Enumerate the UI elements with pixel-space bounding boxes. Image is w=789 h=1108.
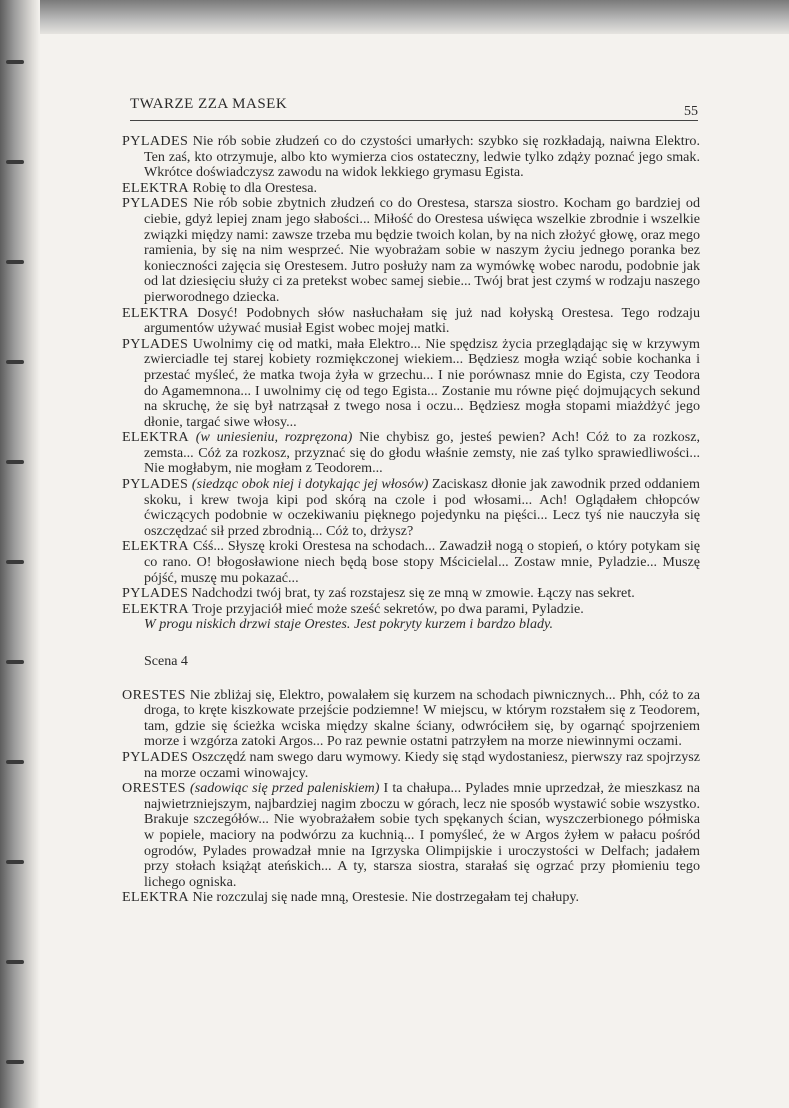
stage-direction-inline: (sadowiąc się przed paleniskiem) xyxy=(190,780,380,797)
speaker-name: ELEKTRA xyxy=(122,600,189,617)
speaker-name: ORESTES xyxy=(122,686,186,703)
speech-text: Nadchodzi twój brat, ty zaś rozstajesz się ze mną w zmowie. Łączy nas sekret. xyxy=(188,585,635,602)
page-body xyxy=(122,134,700,906)
page-number: 55 xyxy=(684,104,698,119)
speaker-name: PYLADES xyxy=(122,476,189,493)
speech xyxy=(122,688,700,750)
binding-coil xyxy=(6,860,24,864)
speaker-name: ELEKTRA xyxy=(122,304,189,321)
speaker-name: ORESTES xyxy=(122,780,186,797)
speech-text: Zaciskasz dłonie jak zawodnik przed oddaniem skoku, i krew twoja kipi pod skórą na czole i pod włosami... Ach! Oglądałem chłopców ćwiczących podobnie w oczekiwaniu pięknego pojedynku na pięści... Lecz tyś nie nauczyła się oszczędzać sił przed zbrodnią... Cóż to, drżysz? xyxy=(144,476,700,539)
speech-text: Oszczędź nam swego daru wymowy. Kiedy się stąd wydostaniesz, pierwszy raz spojrzysz na morze oczami winowajcy. xyxy=(144,748,700,781)
binding-coil xyxy=(6,760,24,764)
speech xyxy=(122,602,700,618)
binding-coil xyxy=(6,660,24,664)
binding-coil xyxy=(6,60,24,64)
speech xyxy=(122,781,700,890)
speaker-name: ELEKTRA xyxy=(122,179,189,196)
speech-text: Uwolnimy cię od matki, mała Elektro... Nie spędzisz życia przeglądając się w krzywym zwierciadle tej starej kobiety rozmiękczonej wiekiem... Będziesz mogła wziąć sobie kochanka i przestać myśleć, że matka twoja żyła w grzechu... I nie porównasz mnie do Egista, czy Teodora do Agamemnona... I uwolnimy cię od tego Egista... Zostanie mu równe pięć dojmujących sekund na skruchę, że się był natrząsał z twego nosa i oczu... Będziesz mogła stopami miażdżyć jego dłonie, targać siwe włosy... xyxy=(144,335,700,430)
speech xyxy=(122,181,700,197)
binding-coil xyxy=(6,1060,24,1064)
scan-shadow-top xyxy=(0,0,789,34)
speaker-name: ELEKTRA xyxy=(122,429,189,446)
speech-text: Nie zbliżaj się, Elektro, powalałem się kurzem na schodach piwnicznych... Phh, cóż to za droga, to kręte kiszkowate przejście podziemne! W miejscu, w którym rozstałem się z Teodorem, tam, gdzie się ścieżka wciska między skalne ściany, odwróciłem się, by ogarnąć spojrzeniem morze i wzgórza zatoki Argos... Po raz pewnie ostatni patrzyłem na morze niewinnymi oczami. xyxy=(144,686,700,750)
binding-coil xyxy=(6,560,24,564)
stage-direction-inline: (siedząc obok niej i dotykając jej włosów) xyxy=(191,476,429,493)
binding-spine xyxy=(0,0,40,1108)
speech xyxy=(122,750,700,781)
speech xyxy=(122,890,700,906)
speech xyxy=(122,586,700,602)
binding-coil xyxy=(6,360,24,364)
speaker-name: ELEKTRA xyxy=(122,538,189,555)
page-header xyxy=(130,96,698,122)
binding-coil xyxy=(6,460,24,464)
scene-title: Scena 4 xyxy=(144,654,188,669)
stage-direction-inline: (w uniesieniu, rozpręzona) xyxy=(195,429,353,446)
speaker-name: PYLADES xyxy=(122,335,189,352)
speech-text: Dosyć! Podobnych słów nasłuchałam się już nad kołyską Orestesa. Tego rodzaju argumentów używać musiał Egist wobec mojej matki. xyxy=(144,304,700,337)
dialogue-block xyxy=(122,688,700,906)
speech-text: Troje przyjaciół mieć może sześć sekretów, po dwa parami, Pyladzie. xyxy=(189,600,584,617)
speech xyxy=(122,430,700,477)
binding-coil xyxy=(6,960,24,964)
speech-text: Robię to dla Orestesa. xyxy=(189,179,317,196)
speaker-name: PYLADES xyxy=(122,748,189,765)
speech-text: Nie rozczulaj się nade mną, Orestesie. Nie dostrzegałam tej chałupy. xyxy=(189,889,580,906)
speech-text: Nie rób sobie złudzeń co do czystości umarłych: szybko się rozkładają, naiwna Elektro. Ten zaś, kto otrzymuje, albo kto wymierza cios ostateczny, ledwie tylko zdąży poznać jego smak. Wkrótce doświadczysz zawodu na widok lekkiego grymasu Egista. xyxy=(144,133,700,181)
speech xyxy=(122,134,700,181)
speaker-name: ELEKTRA xyxy=(122,889,189,906)
header-rule xyxy=(130,120,698,121)
speech xyxy=(122,196,700,305)
speech-text: Nie chybisz go, jesteś pewien? Ach! Cóż to za rozkosz, zemsta... Cóż za rozkosz, przyznać się do głodu właśnie zemsty, nie zaś tylko sprawiedliwości... Nie mogłabym, nie mogłam z Teodorem... xyxy=(144,429,700,477)
binding-coil xyxy=(6,260,24,264)
speaker-name: PYLADES xyxy=(122,195,189,212)
stage-direction: W progu niskich drzwi staje Orestes. Jest pokryty kurzem i bardzo blady. xyxy=(144,616,554,633)
speaker-name: PYLADES xyxy=(122,585,189,602)
speaker-name: PYLADES xyxy=(122,133,189,149)
speech xyxy=(122,306,700,337)
speech-text: Cśś... Słyszę kroki Orestesa na schodach... Zawadził nogą o stopień, o który potykam się co rano. O! błogosławione niech będą bose stopy Mścicielal... Zostaw mnie, Pyladzie... Muszę pójść, muszę mu pokazać... xyxy=(144,538,700,586)
running-title: TWARZE ZZA MASEK xyxy=(130,96,288,112)
speech xyxy=(122,337,700,431)
speech xyxy=(122,477,700,539)
binding-coil xyxy=(6,160,24,164)
dialogue-block xyxy=(122,134,700,617)
speech-text: I ta chałupa... Pylades mnie uprzedzał, że mieszkasz na najwietrzniejszym, najbardziej nagim zboczu w górach, lecz nie sposób wystawić sobie wszystko. Brakuje szczegółów... Nie wyobrażałem sobie tych spękanych ścian, wyszczerbionego półmiska w popiele, maciory na podwórzu za kuchnią... I pomyśleć, że w Argos żyłem w pałacu pośród ogrodów, Pylades prowadzał mnie na Igrzyska Olimpijskie i uroczystości w Delfach; jadałem przy stołach książąt ateńskich... A ty, starsza siostra, starałaś się ogrzać przy płomieniu tego lichego ogniska. xyxy=(144,780,700,890)
speech-text: Nie rób sobie zbytnich złudzeń co do Orestesa, starsza siostro. Kocham go bardziej od ciebie, gdyż lepiej znam jego słabości... Miłość do Orestesa uświęca wszelkie zbrodnie i wszelkie związki między nami: zawsze trzeba mu będzie twoich kolan, by na nich złożyć głowę, oraz mego ramienia, by się na nim wesprzeć. Nie wyobrażam sobie w naszym życiu jednego poranka bez konieczności zajęcia się Orestesem. Jutro posłuży nam za wymówkę wobec narodu, podobnie jak od lat dziesięciu służy ci za pretekst wobec samej siebie... Twój brat jest czymś w rodzaju naszego pierworodnego dziecka. xyxy=(144,195,700,305)
speech xyxy=(122,539,700,586)
